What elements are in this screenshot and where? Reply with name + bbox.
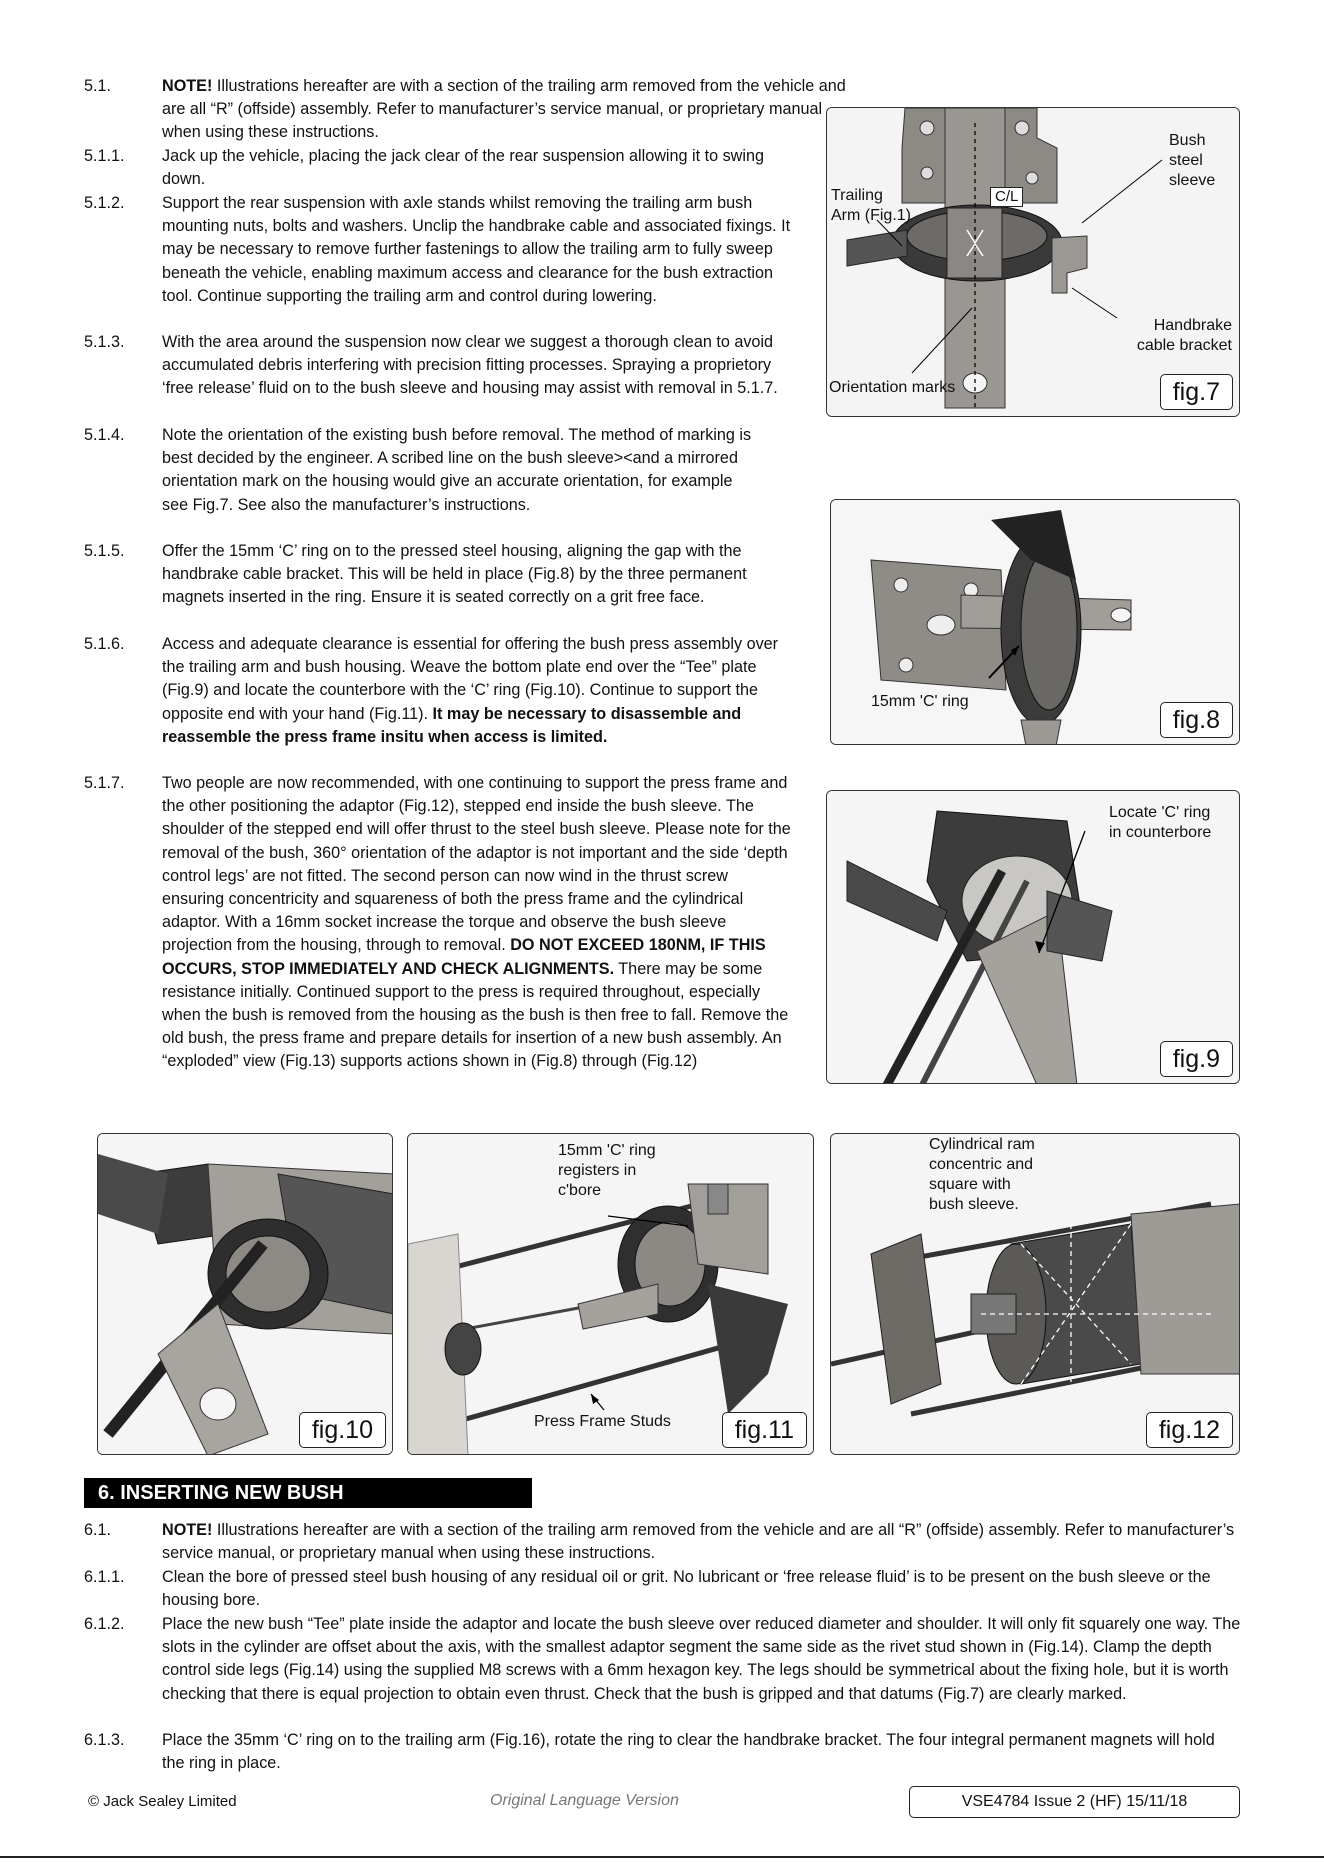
figure-10 bbox=[97, 1133, 393, 1455]
language-version: Original Language Version bbox=[490, 1792, 679, 1809]
fig8-label: fig.8 bbox=[1160, 702, 1233, 738]
para-number: 5.1.1. bbox=[84, 147, 125, 165]
page-bottom-rule bbox=[0, 1856, 1324, 1858]
fig7-trailing-arm-label: Trailing Arm (Fig.1) bbox=[831, 187, 911, 224]
para-warning: It may be necessary to disassemble and reassemble the press frame insitu when access is limited. bbox=[162, 704, 742, 746]
figure-9 bbox=[826, 790, 1240, 1084]
para-text: Offer the 15mm ‘C’ ring on to the pressed steel housing, aligning the gap with the handbrake cable bracket. This will be held in place (Fig.8) by the three permanent magnets inserted in the ring. Ensure it is seated correctly on a grit free face. bbox=[162, 542, 747, 607]
para-body: Access and adequate clearance is essential for offering the bush press assembly over the trailing arm and bush housing. Weave the bottom plate end over the “Tee” plate (Fig.9) and locate the counterbore with the ‘C’ ring (Fig.10). Continue to support the opposite end with your hand (Fig.11). bbox=[162, 635, 779, 723]
para-text: Place the 35mm ‘C’ ring on to the trailing arm (Fig.16), rotate the ring to clear the handbrake bracket. The four integral permanent magnets will hold the ring in place. bbox=[162, 1731, 1215, 1773]
fig12-label: fig.12 bbox=[1146, 1412, 1233, 1448]
para-number: 5.1.5. bbox=[84, 542, 125, 560]
fig9-label: fig.9 bbox=[1160, 1041, 1233, 1077]
para-number: 5.1.4. bbox=[84, 426, 125, 444]
figure-7 bbox=[826, 107, 1240, 417]
para-number: 6.1.3. bbox=[84, 1731, 125, 1749]
para-text: Note the orientation of the existing bush before removal. The method of marking is best decided by the engineer. A scribed line on the bush sleeve><and a mirrored orientation mark on the housing would give an accurate orientation, for example see Fig.7. See also the manufacturer’s instructions. bbox=[162, 426, 752, 514]
fig11-label: fig.11 bbox=[722, 1412, 807, 1448]
fig10-label: fig.10 bbox=[299, 1412, 386, 1448]
note-text: Illustrations hereafter are with a section of the trailing arm removed from the vehicle and are all “R” (offside) assembly. Refer to manufacturer’s service manual, or proprietary manual when using these instructions. bbox=[162, 77, 846, 142]
para-body: Two people are now recommended, with one continuing to support the press frame and the other positioning the adaptor (Fig.12), stepped end inside the bush sleeve. The shoulder of the stepped end will offer thrust to the steel bush sleeve. Please note for the removal of the bush, 360° orientation of the adaptor is not important and the side ‘depth control legs’ are not fitted. The second person can now wind in the thrust screw ensuring concentricity and squareness of both the press frame and the cylindrical adaptor. With a 16mm socket increase the torque and observe the bush sleeve projection from the housing, through to removal. bbox=[162, 774, 791, 955]
note-lead: NOTE! bbox=[162, 77, 213, 95]
fig11-studs-label: Press Frame Studs bbox=[534, 1413, 671, 1430]
para-text bbox=[162, 772, 794, 1074]
note-text: Illustrations hereafter are with a section of the trailing arm removed from the vehicle and are all “R” (offside) assembly. Refer to manufacturer’s service manual, or proprietary manual when using these instructions. bbox=[162, 1521, 1235, 1563]
figure-8 bbox=[830, 499, 1240, 745]
fig8-c-ring-label: 15mm 'C' ring bbox=[871, 693, 969, 710]
fig7-centre-line-label: C/L bbox=[990, 187, 1023, 207]
fig7-bush-sleeve-label: Bush steel sleeve bbox=[1169, 132, 1216, 189]
para-number: 6.1. bbox=[84, 1521, 112, 1539]
fig7-orientation-label: Orientation marks bbox=[829, 379, 956, 396]
para-text bbox=[162, 633, 787, 749]
para-text: Support the rear suspension with axle stands whilst removing the trailing arm bush mounting nuts, bolts and washers. Unclip the handbrake cable and associated fixings. It may be necessary to remove further fastenings to allow the trailing arm to fully sweep beneath the vehicle, enabling maximum access and clearance for the bush extraction tool. Continue supporting the trailing arm and control during lowering. bbox=[162, 194, 791, 305]
copyright-notice: © Jack Sealey Limited bbox=[88, 1793, 237, 1810]
figure-12 bbox=[830, 1133, 1240, 1455]
fig11-registers-label: 15mm 'C' ring registers in c'bore bbox=[558, 1142, 656, 1199]
para-text: With the area around the suspension now clear we suggest a thorough clean to avoid accumulated debris interfering with precision fitting processes. Spraying a proprietory ‘free release’ fluid on to the bush sleeve and housing may assist with removal in 5.1.7. bbox=[162, 333, 778, 398]
para-text: Jack up the vehicle, placing the jack clear of the rear suspension allowing it to swing down. bbox=[162, 147, 764, 189]
figure-11 bbox=[407, 1133, 814, 1455]
fig7-handbrake-label: Handbrake cable bracket bbox=[1136, 317, 1232, 354]
torque-warning: DO NOT EXCEED 180NM, IF THIS OCCURS, STOP IMMEDIATELY AND CHECK ALIGNMENTS. bbox=[162, 936, 766, 978]
para-number: 5.1.3. bbox=[84, 333, 125, 351]
para-number: 5.1.2. bbox=[84, 194, 125, 212]
para-body-cont: There may be some resistance initially. Continued support to the press is required throughout, especially when the bush is removed from the housing as the bush is then free to fall. Remove the old bush, the press frame and prepare details for insertion of a new bush assembly. An “exploded” view (Fig.13) supports actions shown in (Fig.8) through (Fig.12) bbox=[162, 959, 789, 1071]
para-text bbox=[162, 75, 862, 145]
para-number: 5.1. bbox=[84, 77, 112, 95]
fig12-illustration bbox=[831, 1134, 1240, 1455]
section-6-heading: 6. INSERTING NEW BUSH bbox=[84, 1478, 532, 1508]
para-number: 6.1.1. bbox=[84, 1568, 125, 1586]
para-text: Place the new bush “Tee” plate inside the adaptor and locate the bush sleeve over reduced diameter and shoulder. It will only fit squarely one way. The slots in the cylinder are offset about the axis, with the smallest adaptor segment the same side as the rivet stud shown in (Fig.14). Clamp the depth control side legs (Fig.14) using the supplied M8 screws with a 6mm hexagon key. The legs should be symmetrical about the fixing hole, but it is worth checking that there is equal projection to obtain even thrust. Check that the bush is gripped and that datums (Fig.7) are clearly marked. bbox=[162, 1615, 1241, 1703]
fig9-locate-label: Locate 'C' ring in counterbore bbox=[1109, 804, 1212, 841]
document-reference: VSE4784 Issue 2 (HF) 15/11/18 bbox=[909, 1786, 1240, 1818]
para-text: Clean the bore of pressed steel bush housing of any residual oil or grit. No lubricant or ‘free release fluid’ is to be present on the bush sleeve or the housing bore. bbox=[162, 1568, 1211, 1610]
fig10-illustration bbox=[98, 1134, 393, 1455]
fig7-label: fig.7 bbox=[1160, 374, 1233, 410]
para-number: 6.1.2. bbox=[84, 1615, 125, 1633]
para-number: 5.1.6. bbox=[84, 635, 125, 653]
note-lead: NOTE! bbox=[162, 1521, 213, 1539]
para-number: 5.1.7. bbox=[84, 774, 125, 792]
fig12-ram-label: Cylindrical ram concentric and square with bush sleeve. bbox=[929, 1136, 1035, 1213]
para-text bbox=[162, 1519, 1242, 1565]
